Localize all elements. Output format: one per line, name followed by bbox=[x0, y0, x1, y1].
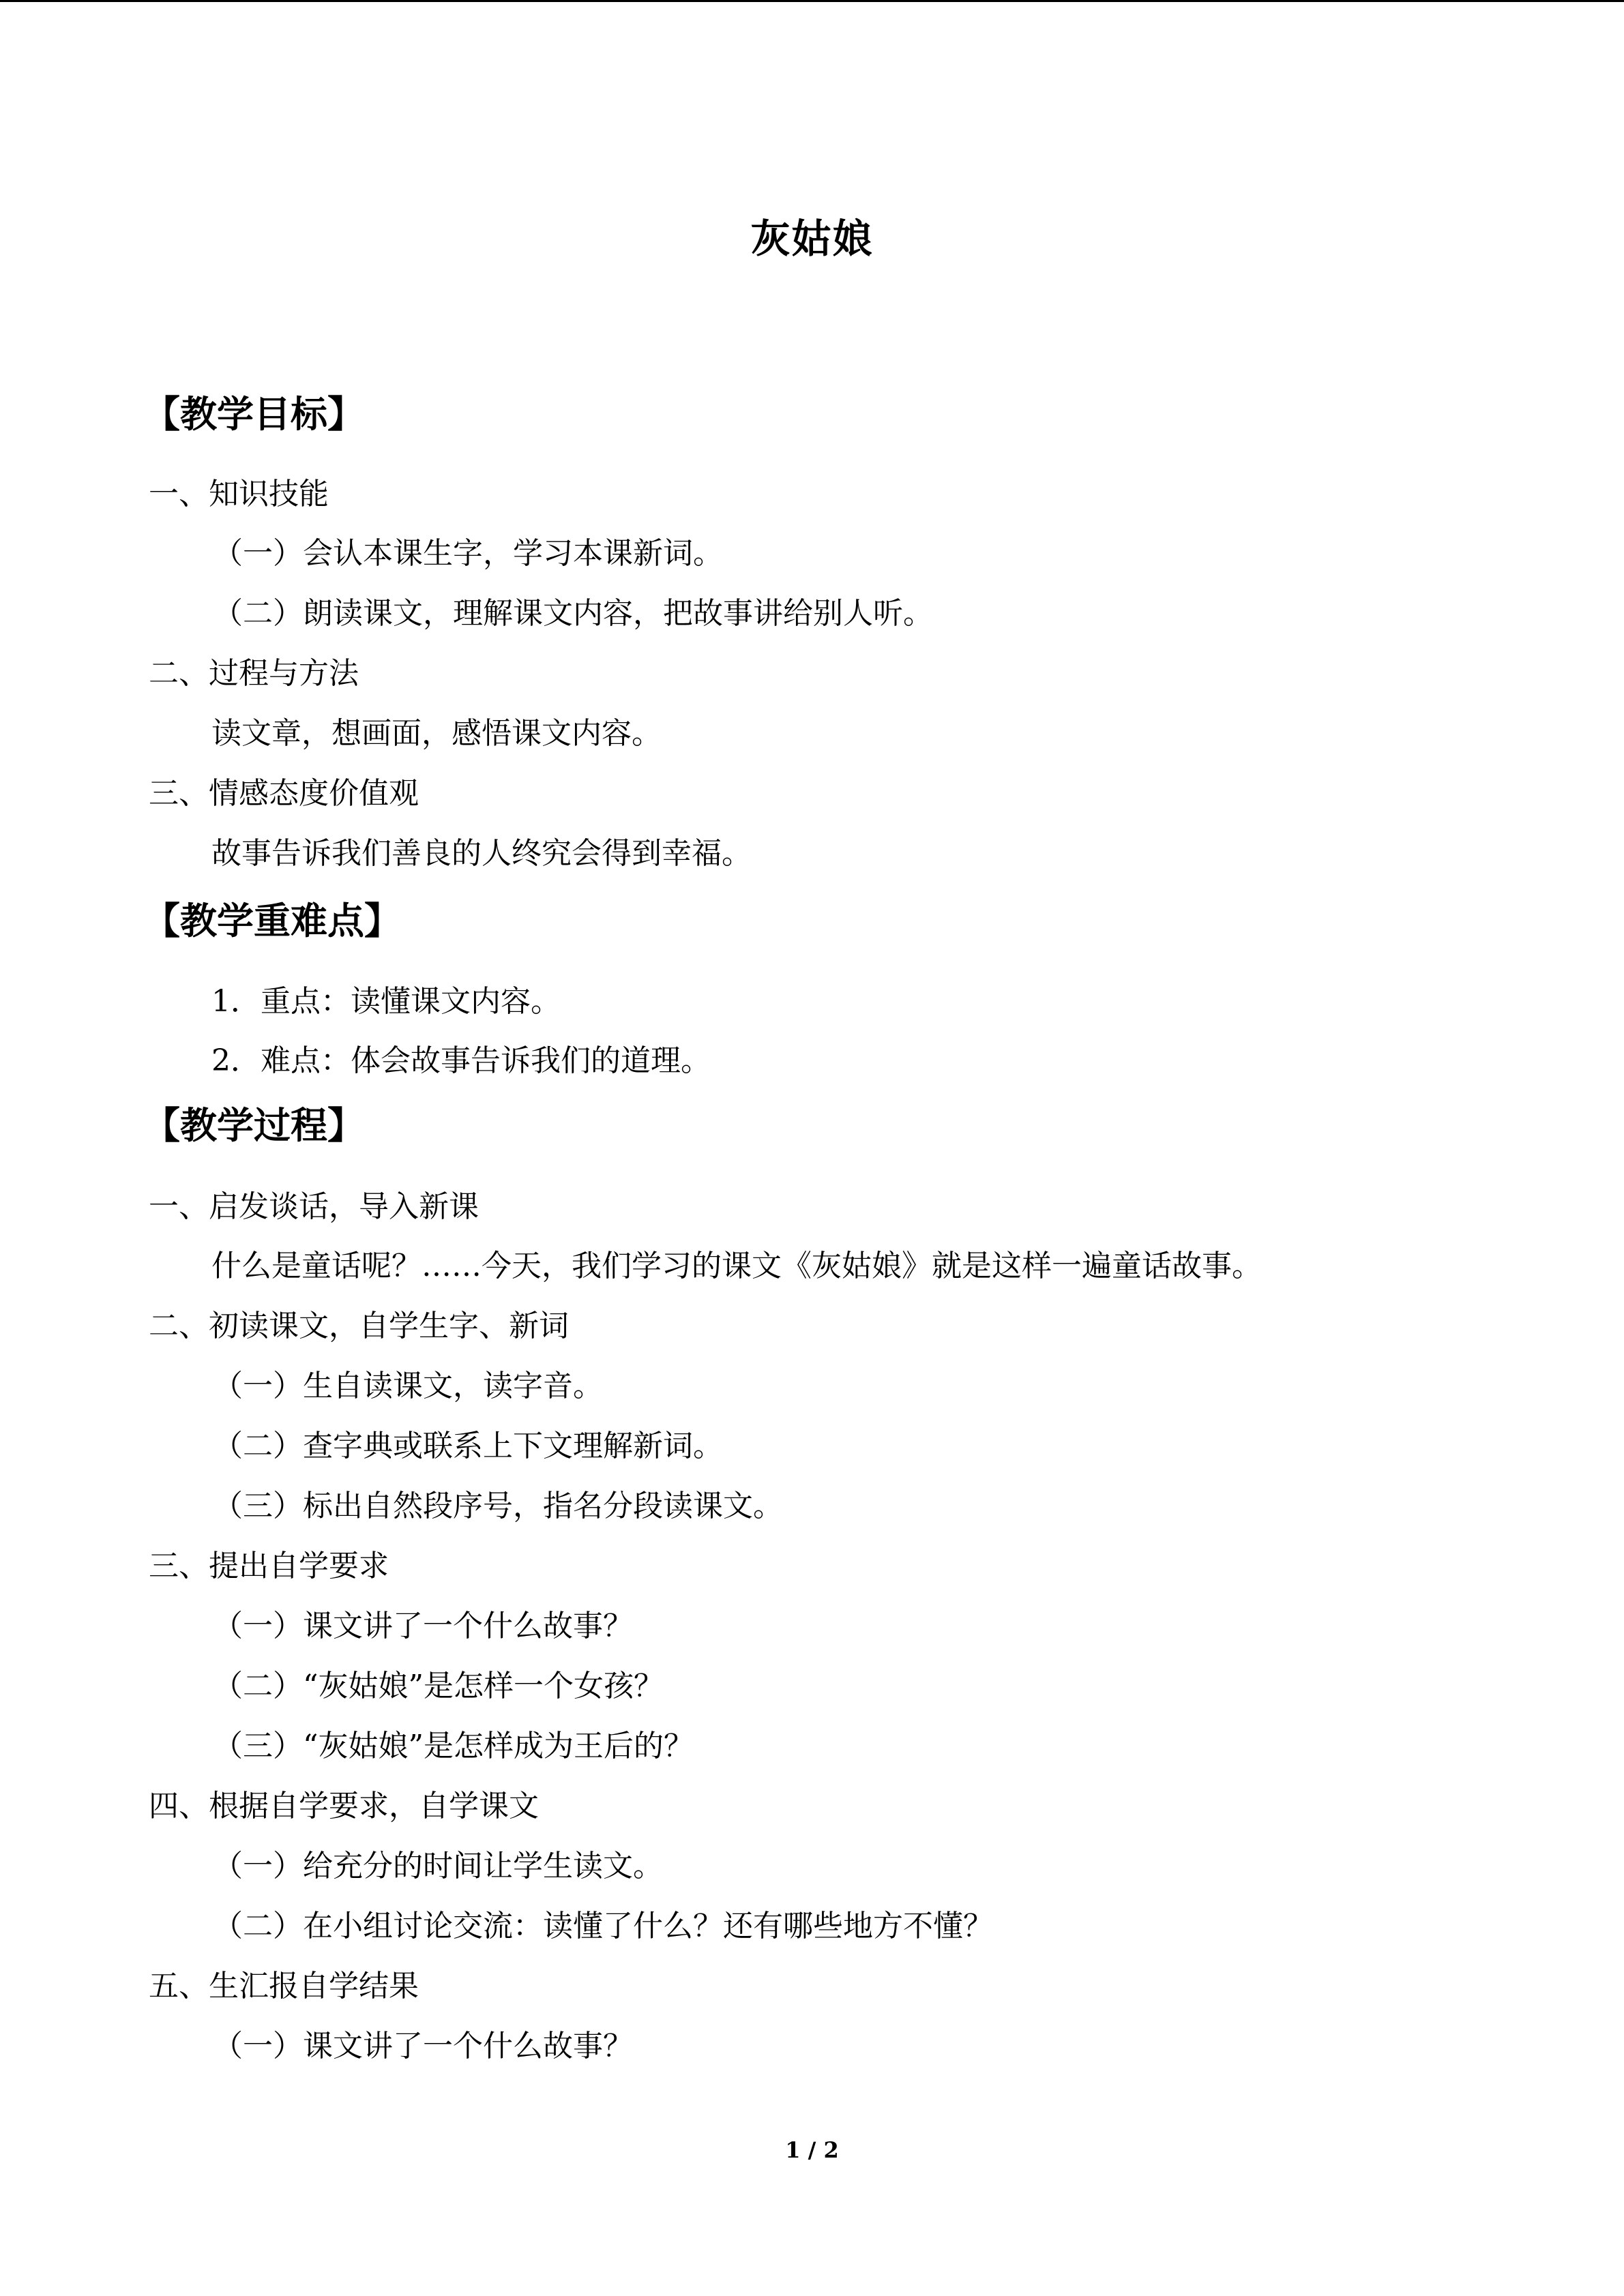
text-line: （一）课文讲了一个什么故事？ bbox=[213, 2029, 633, 2063]
section-heading-keypoints: 【教学重难点】 bbox=[143, 899, 401, 942]
section-heading-process: 【教学过程】 bbox=[143, 1103, 364, 1147]
text-line: 三、情感态度价值观 bbox=[149, 776, 419, 811]
text-line: （一）生自读课文，读字音。 bbox=[213, 1369, 603, 1403]
text-line: 故事告诉我们善良的人终究会得到幸福。 bbox=[211, 836, 752, 871]
page-number: 1 / 2 bbox=[785, 2137, 839, 2163]
text-line: 一、知识技能 bbox=[149, 477, 329, 511]
text-line: （三）标出自然段序号，指名分段读课文。 bbox=[213, 1489, 783, 1523]
text-line: （一）给充分的时间让学生读文。 bbox=[213, 1849, 663, 1883]
text-line: 一、启发谈话，导入新课 bbox=[149, 1189, 479, 1224]
page-top-border bbox=[0, 0, 1624, 2]
text-line: 三、提出自学要求 bbox=[149, 1549, 389, 1583]
text-line: （一）会认本课生字，学习本课新词。 bbox=[213, 536, 723, 571]
text-line: 1．重点：读懂课文内容。 bbox=[211, 984, 561, 1019]
text-line: 四、根据自学要求，自学课文 bbox=[149, 1789, 539, 1823]
text-line: 什么是童话呢？……今天，我们学习的课文《灰姑娘》就是这样一遍童话故事。 bbox=[211, 1249, 1262, 1283]
section-heading-objectives: 【教学目标】 bbox=[143, 392, 364, 436]
text-line: （一）课文讲了一个什么故事？ bbox=[213, 1609, 633, 1643]
text-line: 2．难点：体会故事告诉我们的道理。 bbox=[211, 1043, 711, 1078]
text-line: 五、生汇报自学结果 bbox=[149, 1969, 419, 2003]
text-line: （三）“灰姑娘”是怎样成为王后的？ bbox=[213, 1729, 694, 1763]
text-line: （二）“灰姑娘”是怎样一个女孩？ bbox=[213, 1669, 664, 1703]
text-line: （二）查字典或联系上下文理解新词。 bbox=[213, 1429, 723, 1463]
text-line: 二、过程与方法 bbox=[149, 656, 359, 691]
document-title: 灰姑娘 bbox=[750, 215, 874, 262]
text-line: （二）在小组讨论交流：读懂了什么？还有哪些地方不懂？ bbox=[213, 1909, 993, 1943]
text-line: 读文章，想画面，感悟课文内容。 bbox=[211, 716, 662, 751]
text-line: 二、初读课文，自学生字、新词 bbox=[149, 1309, 569, 1343]
text-line: （二）朗读课文，理解课文内容，把故事讲给别人听。 bbox=[213, 596, 933, 631]
